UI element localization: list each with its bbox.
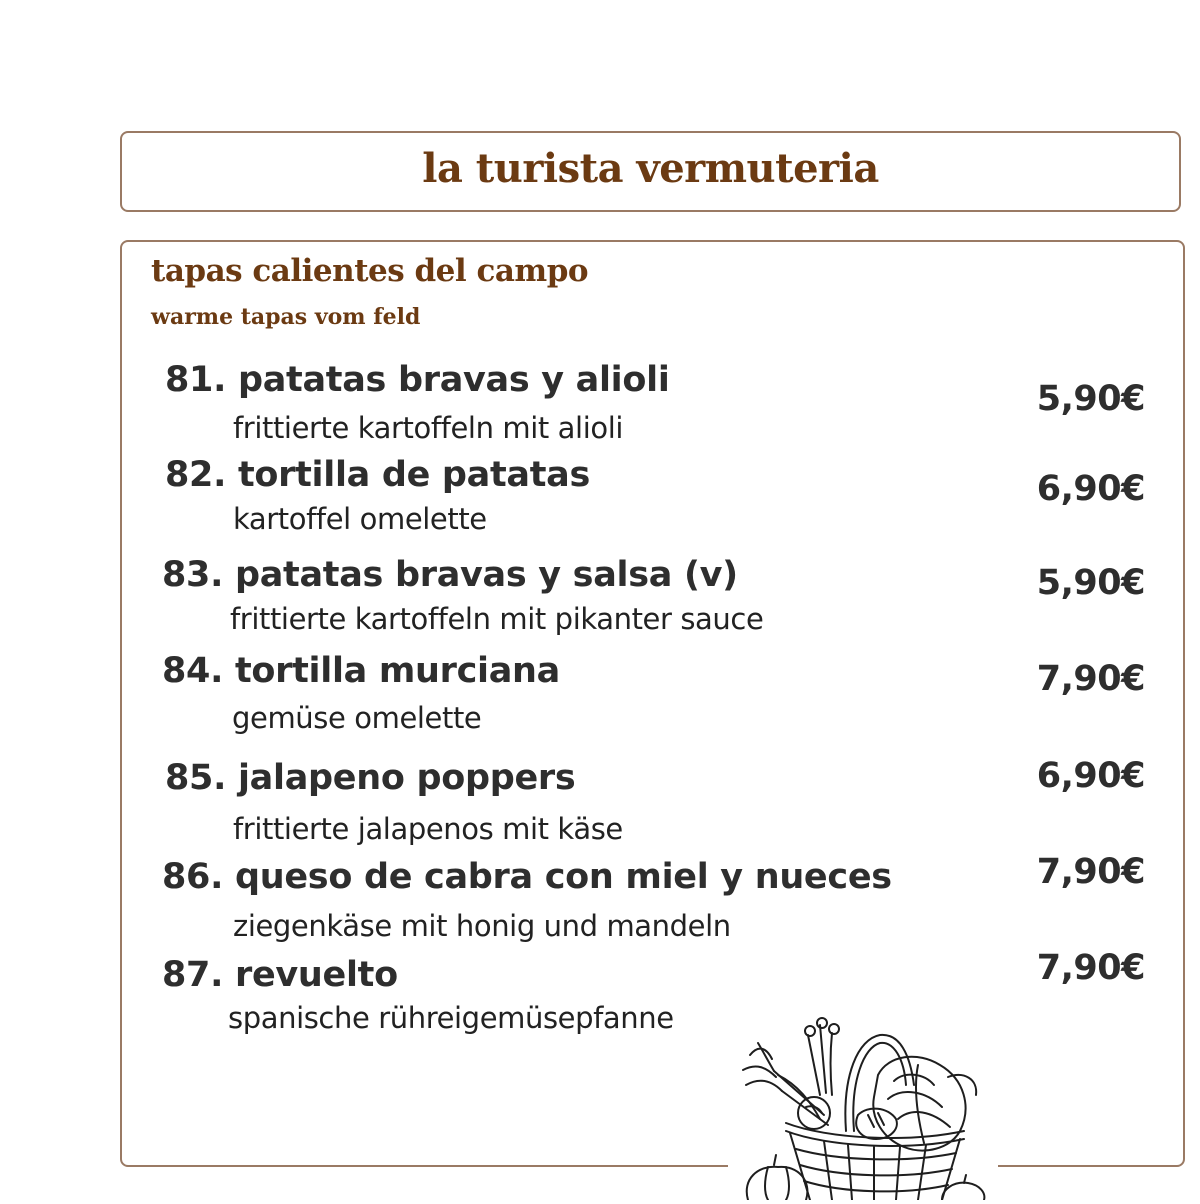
menu-item-description: frittierte jalapenos mit käse bbox=[233, 812, 623, 846]
menu-item-description: ziegenkäse mit honig und mandeln bbox=[233, 909, 731, 943]
menu-item-description: frittierte kartoffeln mit alioli bbox=[233, 411, 624, 445]
header-box bbox=[120, 131, 1181, 212]
menu-item-name: 81. patatas bravas y alioli bbox=[165, 360, 670, 400]
menu-item-name: 84. tortilla murciana bbox=[162, 651, 560, 691]
menu-item-price: 6,90€ bbox=[1036, 469, 1145, 509]
menu-item-name: 83. patatas bravas y salsa (v) bbox=[162, 555, 738, 595]
menu-item-description: spanische rühreigemüsepfanne bbox=[228, 1001, 674, 1035]
menu-item-price: 5,90€ bbox=[1036, 379, 1145, 419]
section-title: tapas calientes del campo bbox=[151, 253, 589, 289]
menu-item-name: 86. queso de cabra con miel y nueces bbox=[162, 857, 892, 897]
menu-item-price: 5,90€ bbox=[1036, 563, 1145, 603]
menu-item-description: kartoffel omelette bbox=[233, 502, 487, 536]
menu-item-name: 87. revuelto bbox=[162, 955, 398, 995]
section-subtitle: warme tapas vom feld bbox=[151, 304, 421, 330]
menu-item-price: 7,90€ bbox=[1036, 852, 1145, 892]
menu-item-price: 7,90€ bbox=[1036, 659, 1145, 699]
menu-item-description: frittierte kartoffeln mit pikanter sauce bbox=[230, 602, 764, 636]
menu-item-price: 7,90€ bbox=[1036, 948, 1145, 988]
menu-item-name: 82. tortilla de patatas bbox=[165, 455, 591, 495]
menu-item-price: 6,90€ bbox=[1036, 756, 1145, 796]
menu-item-description: gemüse omelette bbox=[232, 701, 482, 735]
vegetable-basket-icon bbox=[728, 1015, 998, 1200]
page-title: la turista vermuteria bbox=[422, 145, 879, 192]
menu-item-name: 85. jalapeno poppers bbox=[165, 758, 576, 798]
